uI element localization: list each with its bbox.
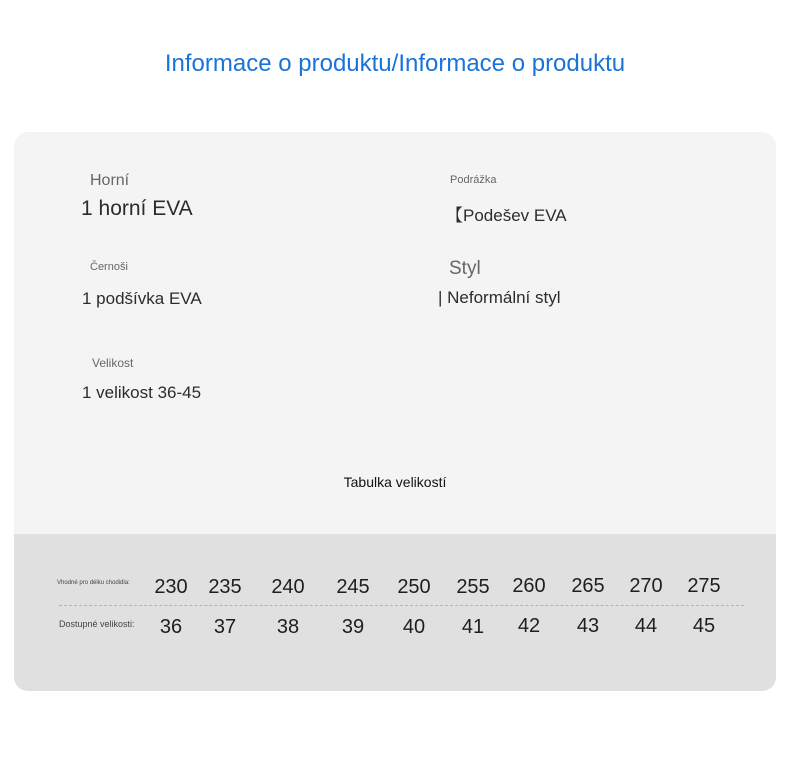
style-label: Styl xyxy=(449,258,481,279)
foot-length-row-label: Vhodné pro délku chodidla: xyxy=(57,580,130,586)
foot-length-cell: 265 xyxy=(571,575,605,597)
foot-length-cell: 230 xyxy=(154,576,188,598)
style-value: | Neformální styl xyxy=(438,288,561,307)
size-table xyxy=(14,534,776,691)
foot-length-cell: 250 xyxy=(397,576,431,598)
size-cell: 42 xyxy=(517,615,541,637)
size-cell: 37 xyxy=(213,616,237,638)
page-title: Informace o produktu/Informace o produktu xyxy=(164,50,626,77)
foot-length-cell: 260 xyxy=(512,575,546,597)
foot-length-cell: 255 xyxy=(456,576,490,598)
size-cell: 40 xyxy=(402,616,426,638)
product-info-card xyxy=(14,132,776,691)
size-cell: 38 xyxy=(276,616,300,638)
size-value: 1 velikost 36-45 xyxy=(82,383,202,402)
size-cell: 41 xyxy=(461,616,485,638)
available-sizes-row-label: Dostupné velikosti: xyxy=(59,619,135,629)
foot-length-cell: 235 xyxy=(208,576,242,598)
sole-label: Podrážka xyxy=(450,174,497,186)
foot-length-cell: 270 xyxy=(629,575,663,597)
size-label: Velikost xyxy=(92,356,134,370)
foot-length-cell: 240 xyxy=(271,576,305,598)
lining-value: 1 podšívka EVA xyxy=(82,289,202,308)
row-divider xyxy=(59,605,744,606)
size-cell: 36 xyxy=(159,616,183,638)
upper-value: 1 horní EVA xyxy=(81,197,193,220)
sole-value: 【Podešev EVA xyxy=(446,206,567,225)
lining-label: Černoši xyxy=(90,261,128,273)
foot-length-cell: 275 xyxy=(687,575,721,597)
size-cell: 45 xyxy=(692,615,716,637)
size-cell: 44 xyxy=(634,615,658,637)
upper-label: Horní xyxy=(90,172,130,189)
size-table-caption: Tabulka velikostí xyxy=(343,474,447,490)
size-cell: 43 xyxy=(576,615,600,637)
foot-length-cell: 245 xyxy=(336,576,370,598)
size-cell: 39 xyxy=(341,616,365,638)
